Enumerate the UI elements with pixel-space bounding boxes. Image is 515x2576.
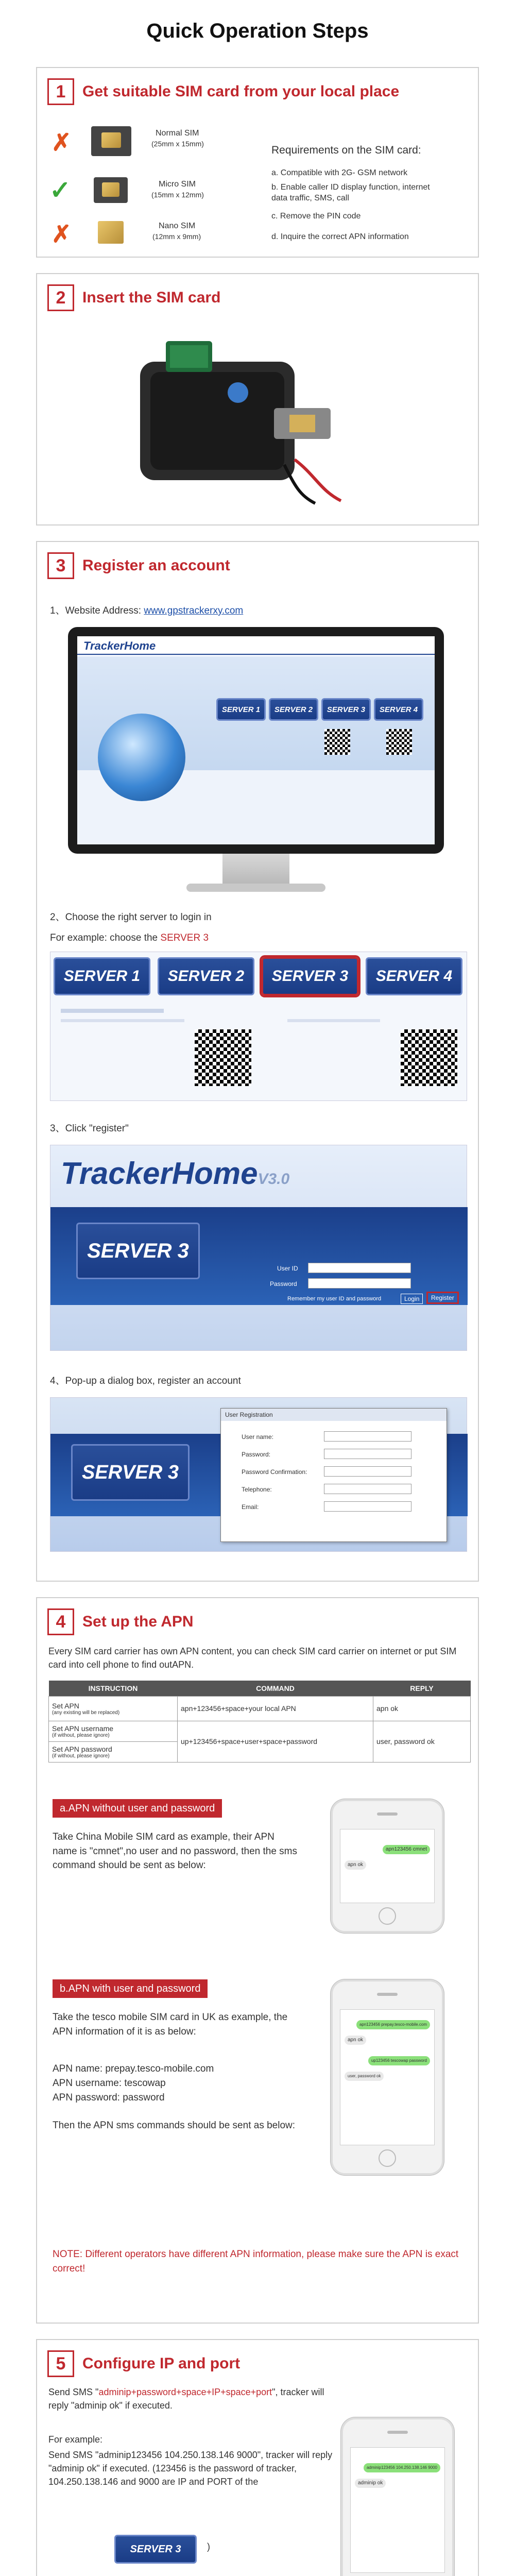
sms-reply: user, password ok — [345, 2072, 384, 2081]
table-row — [49, 1721, 471, 1741]
field-label: Password Confirmation: — [242, 1468, 307, 1476]
section-5 — [36, 2339, 479, 2576]
section-1 — [36, 67, 479, 258]
example-server: SERVER 3 — [160, 933, 209, 943]
qr-code — [386, 729, 412, 755]
user-id-label: User ID — [277, 1265, 298, 1272]
section-title: Insert the SIM card — [82, 289, 221, 306]
phone-sms-ip — [341, 2417, 454, 2576]
step-choose-server: 2、Choose the right server to login in — [50, 912, 212, 923]
sim-row-nano — [37, 215, 259, 256]
section-title: Get suitable SIM card from your local place — [82, 83, 400, 100]
table-cell: user, password ok — [373, 1721, 471, 1762]
sms-reply: apn ok — [345, 1860, 366, 1870]
register-button[interactable]: Register — [426, 1292, 459, 1304]
server-3-logo: SERVER 3 — [114, 2535, 197, 2564]
website-link[interactable]: www.gpstrackerxy.com — [144, 605, 244, 616]
example-label: For example: — [48, 2434, 103, 2445]
sim-requirement: a. Compatible with 2G- GSM network — [271, 168, 408, 177]
sim-requirement: c. Remove the PIN code — [271, 212, 361, 221]
section-number: 4 — [47, 1608, 74, 1635]
field-input[interactable] — [324, 1431, 411, 1442]
check-icon: ✓ — [49, 176, 71, 205]
apn-username: APN username: tescowap — [53, 2078, 166, 2089]
sim-row-normal — [37, 122, 259, 163]
sim-card-icon — [94, 177, 128, 203]
qr-code — [401, 1029, 457, 1086]
section-1-header — [47, 77, 399, 106]
field-label: Email: — [242, 1503, 259, 1511]
tracker-device-image — [119, 331, 356, 506]
section-5-header — [47, 2349, 240, 2378]
server-1-button[interactable]: SERVER 1 — [54, 957, 150, 995]
cross-icon: ✗ — [52, 221, 72, 247]
table-cell: Set APN — [52, 1701, 79, 1710]
nano-sim-icon — [98, 221, 124, 244]
server-2-button[interactable]: SERVER 2 — [269, 698, 318, 721]
table-cell-note: (if without, please ignore) — [52, 1732, 110, 1738]
sim-requirement: b. Enable caller ID display function, internet data traffic, SMS, call — [271, 183, 430, 202]
server-2-button[interactable]: SERVER 2 — [158, 957, 254, 995]
page-title: Quick Operation Steps — [146, 20, 369, 42]
table-cell-note: (if without, please ignore) — [52, 1753, 110, 1759]
section-number: 2 — [47, 284, 74, 311]
table-header: INSTRUCTION — [88, 1684, 138, 1692]
website-line — [50, 604, 243, 618]
field-input[interactable] — [324, 1449, 411, 1459]
section-4 — [36, 1597, 479, 2324]
apn-case-a-text: Take China Mobile SIM card as example, their APN name is "cmnet",no user and no password, then the sms command should be sent as below: — [53, 1832, 298, 1871]
sms-sent: apn123456 cmnet — [383, 1845, 430, 1854]
website-screen — [77, 636, 435, 844]
sim-row-micro — [37, 171, 259, 212]
table-cell: Set APN username — [52, 1724, 114, 1733]
server-select-screenshot — [50, 952, 467, 1101]
trackerhome-logo: TrackerHomeV3.0 — [61, 1156, 290, 1191]
table-header: REPLY — [410, 1684, 434, 1692]
website-label: 1、Website Address: — [50, 605, 144, 616]
sms-reply: adminip ok — [355, 2479, 386, 2488]
registration-dialog — [220, 1408, 447, 1542]
field-input[interactable] — [324, 1484, 411, 1494]
apn-case-b-title: b.APN with user and password — [53, 1979, 208, 1998]
field-input[interactable] — [324, 1501, 411, 1512]
server-1-button[interactable]: SERVER 1 — [216, 698, 266, 721]
password-label: Password — [270, 1280, 297, 1287]
example-prefix: For example: choose the — [50, 933, 161, 943]
sms-sent: adminip123456 104.250.138.146 9000 — [364, 2463, 440, 2472]
section-3 — [36, 541, 479, 1582]
sim-name: Normal SIM — [156, 129, 199, 138]
sim-requirements-title: Requirements on the SIM card: — [271, 144, 421, 156]
field-label: Password: — [242, 1451, 271, 1458]
login-screenshot — [50, 1145, 467, 1351]
step-popup: 4、Pop-up a dialog box, register an account — [50, 1376, 241, 1386]
monitor-image — [68, 627, 444, 895]
field-label: Telephone: — [242, 1486, 272, 1493]
table-cell: up+123456+space+user+space+password — [178, 1721, 373, 1762]
sms-sent: apn123456 prepay.tesco-mobile.com — [356, 2020, 430, 2029]
phone-sms-b — [331, 1979, 444, 2175]
example-line — [50, 931, 209, 945]
dialog-title: User Registration — [221, 1409, 447, 1421]
login-button[interactable]: Login — [401, 1294, 423, 1304]
section-title: Configure IP and port — [82, 2355, 241, 2372]
globe-image — [98, 714, 185, 801]
apn-password: APN password: password — [53, 2092, 165, 2103]
apn-case-b-text: Take the tesco mobile SIM card in UK as example, the APN information of it is as below: — [53, 2012, 288, 2037]
server-3-logo: SERVER 3 — [76, 1223, 200, 1279]
table-row — [49, 1696, 471, 1721]
section-title: Set up the APN — [82, 1613, 194, 1630]
section-number: 1 — [47, 78, 74, 105]
phone-sms-a — [331, 1799, 444, 1933]
sim-requirement: d. Inquire the correct APN information — [271, 232, 409, 241]
server-3-button[interactable]: SERVER 3 — [321, 698, 371, 721]
field-label: User name: — [242, 1433, 274, 1440]
sms-reply: apn ok — [345, 2036, 366, 2045]
example-closing: ) — [207, 2541, 210, 2552]
apn-intro: Every SIM card carrier has own APN content, you can check SIM card carrier on internet or put SIM card into cell phone to find outAPN. — [48, 1646, 457, 1670]
table-cell: apn ok — [373, 1696, 471, 1721]
sim-name: Micro SIM — [159, 180, 196, 189]
qr-code — [324, 729, 350, 755]
step-click-register: 3、Click "register" — [50, 1123, 129, 1134]
server-3-logo: SERVER 3 — [71, 1444, 190, 1501]
field-input[interactable] — [324, 1466, 411, 1477]
sms-sent: up123456 tescowap password — [368, 2056, 430, 2065]
section-number: 3 — [47, 552, 74, 579]
sim-size: (12mm x 9mm) — [152, 232, 201, 241]
table-cell-note: (any existing will be replaced) — [52, 1709, 120, 1716]
register-dialog-screenshot — [50, 1397, 467, 1552]
cross-icon: ✗ — [52, 129, 72, 156]
apn-case-b-text2: Then the APN sms commands should be sent as below: — [53, 2120, 296, 2131]
section-2 — [36, 273, 479, 526]
section-4-header — [47, 1607, 194, 1636]
configure-ip-example: Send SMS "adminip123456 104.250.138.146 9000", tracker will reply "adminip ok" if executed. (123456 is the password of tracker, 104.250.138.146 and 9000 are IP and PORT of the — [48, 2450, 333, 2487]
section-number: 5 — [47, 2350, 74, 2377]
sim-name: Nano SIM — [159, 222, 196, 230]
server-3-button[interactable]: SERVER 3 — [262, 957, 358, 995]
password-input[interactable] — [308, 1278, 411, 1289]
qr-code — [195, 1029, 251, 1086]
apn-note: NOTE: Different operators have different APN information, please make sure the APN is exact correct! — [53, 2249, 459, 2274]
section-2-header — [47, 283, 220, 312]
user-id-input[interactable] — [308, 1263, 411, 1273]
apn-case-a-title: a.APN without user and password — [53, 1799, 222, 1818]
sim-size: (25mm x 15mm) — [151, 140, 204, 148]
sim-card-icon — [91, 126, 131, 156]
apn-name: APN name: prepay.tesco-mobile.com — [53, 2063, 214, 2074]
server-4-button[interactable]: SERVER 4 — [374, 698, 423, 721]
site-logo: TrackerHome — [83, 639, 156, 652]
apn-table — [48, 1681, 471, 1762]
table-cell: Set APN password — [52, 1744, 112, 1753]
section-3-header — [47, 551, 230, 580]
remember-checkbox-label[interactable]: Remember my user ID and password — [287, 1296, 382, 1302]
table-header: COMMAND — [256, 1684, 295, 1692]
server-4-button[interactable]: SERVER 4 — [366, 957, 462, 995]
table-cell: apn+123456+space+your local APN — [178, 1696, 373, 1721]
sim-size: (15mm x 12mm) — [151, 191, 204, 199]
section-title: Register an account — [82, 557, 230, 574]
configure-ip-text: Send SMS "adminip+password+space+IP+space+port", tracker will reply "adminip ok" if executed. — [48, 2387, 324, 2411]
